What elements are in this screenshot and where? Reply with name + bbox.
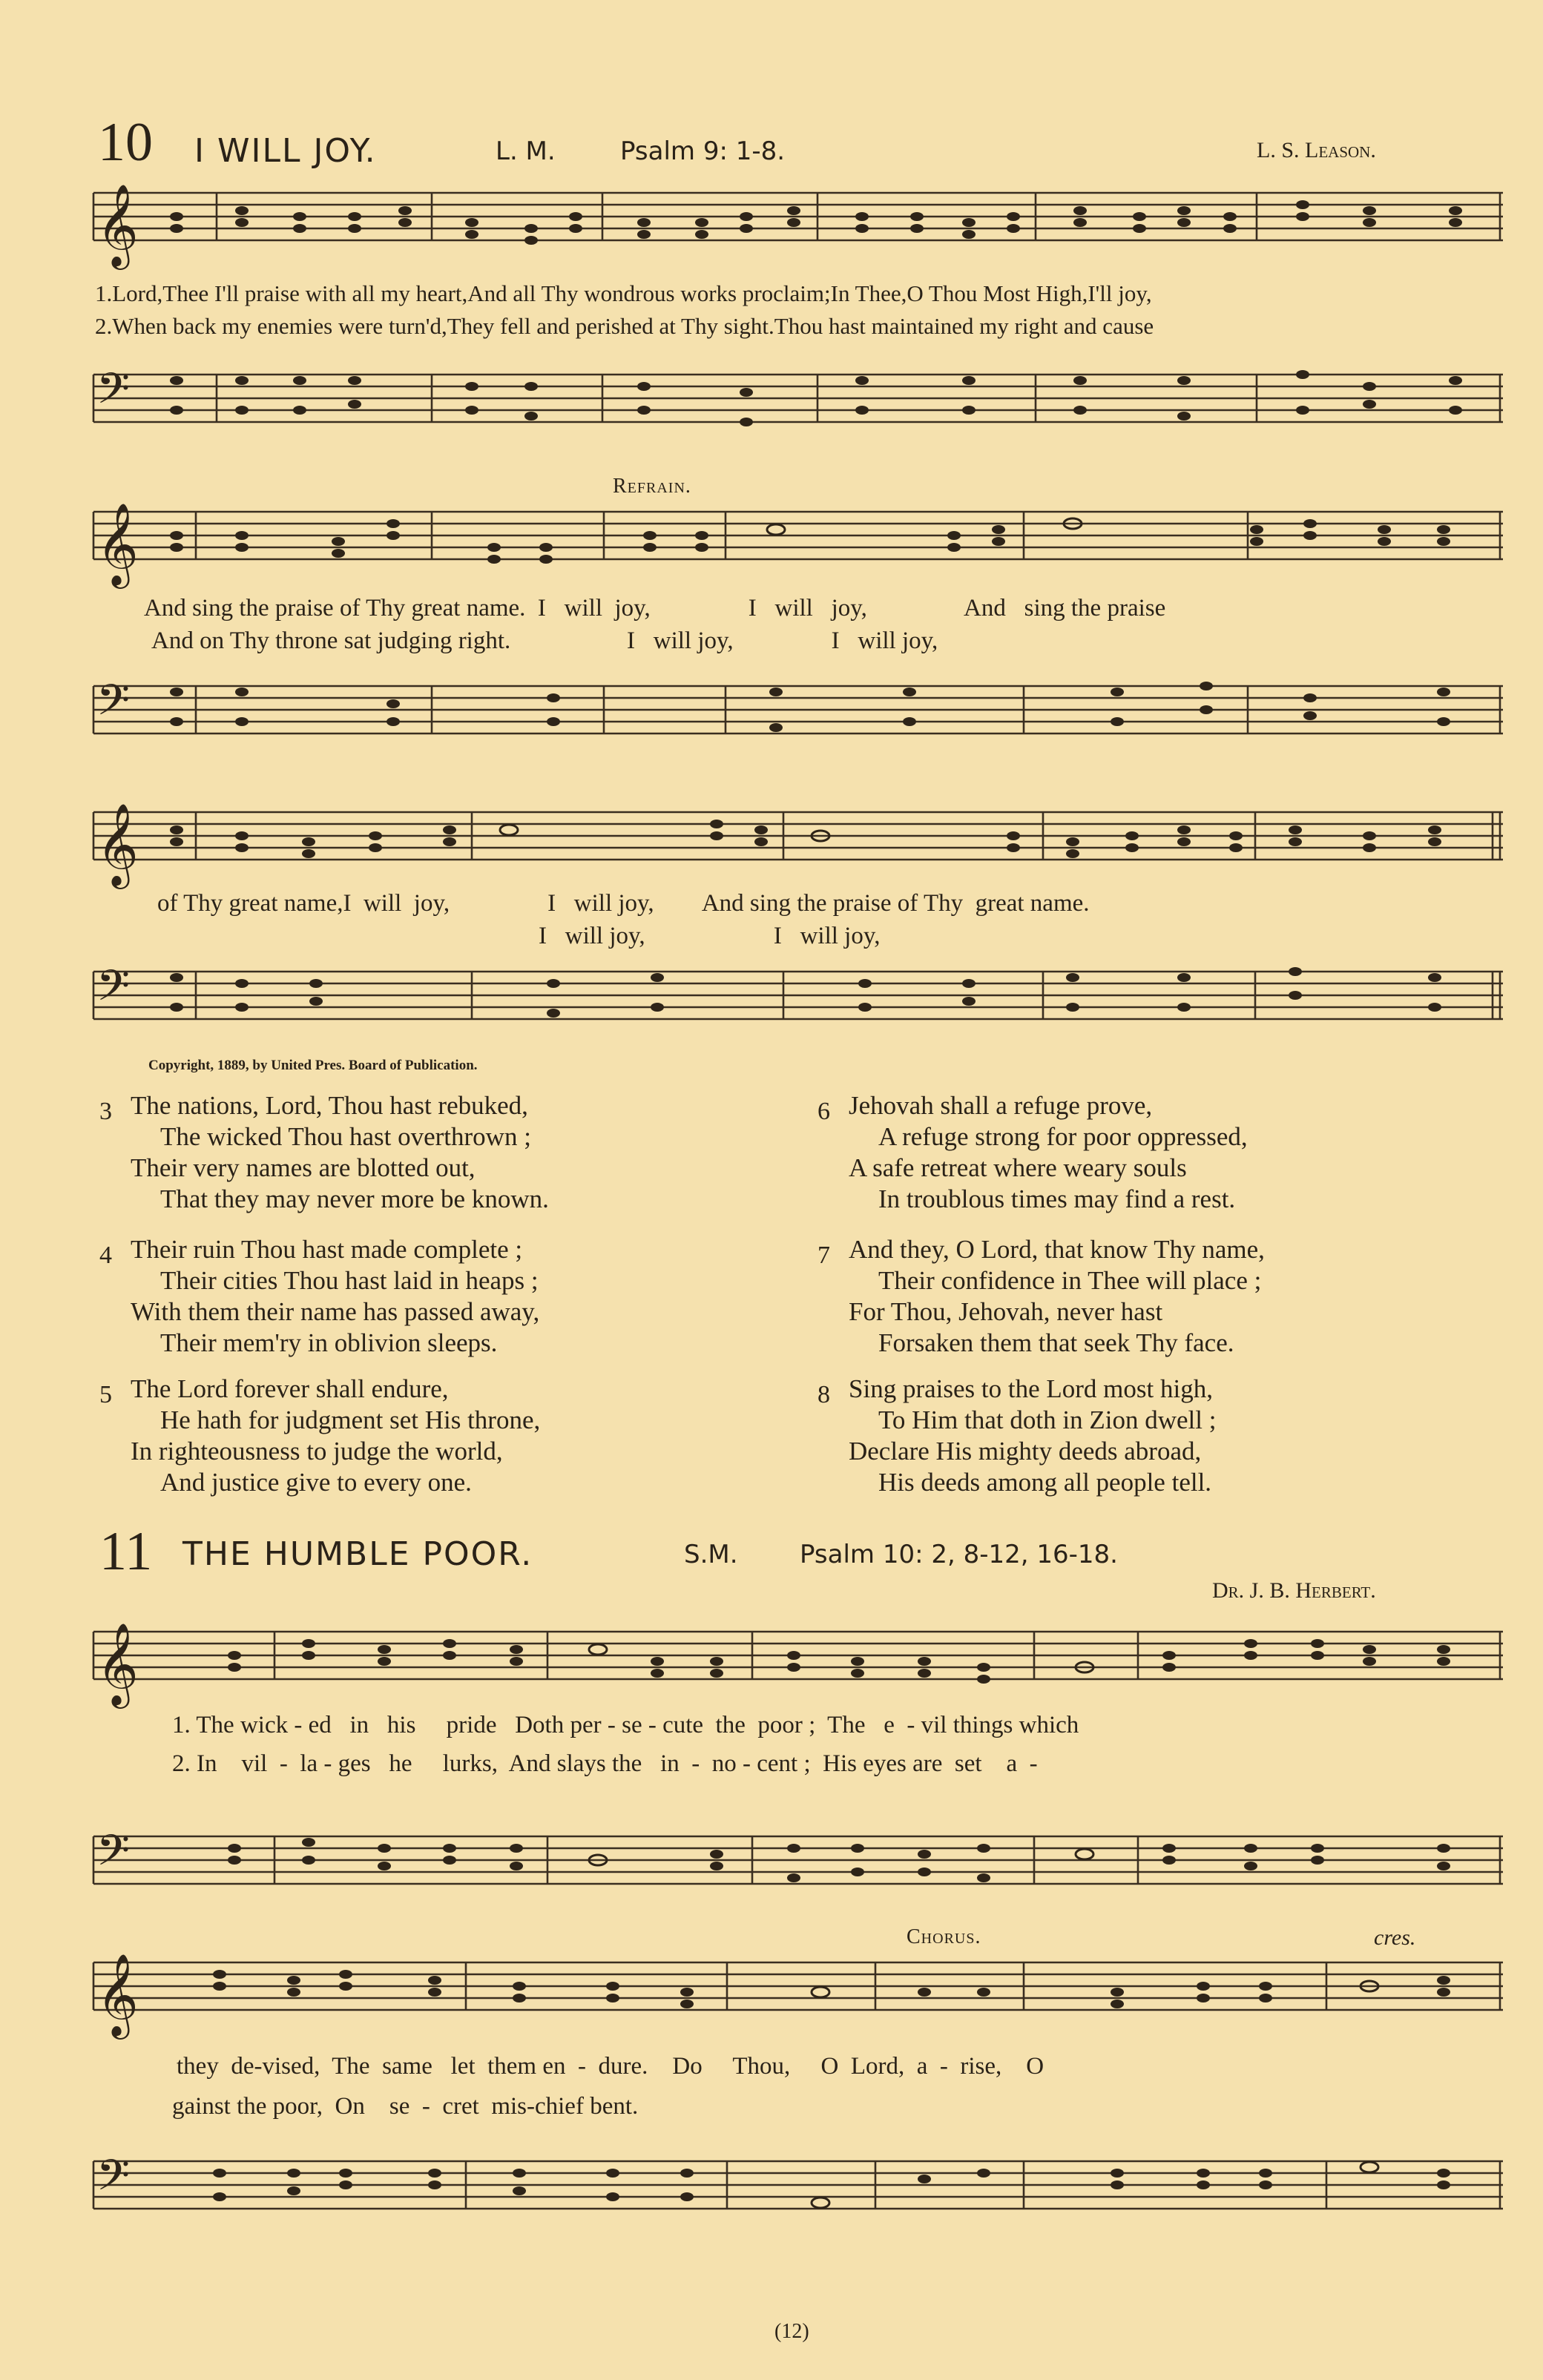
stanza-line: With them their name has passed away,: [131, 1297, 540, 1326]
stanza-line: For Thou, Jehovah, never hast: [849, 1297, 1163, 1326]
stanza-line: The nations, Lord, Thou hast rebuked,: [131, 1091, 528, 1120]
stanza-number: 4: [99, 1242, 112, 1269]
hymn-11-sys2-lyric-1: they de-vised, The same let them en - dure. Do Thou, O Lord, a - rise, O: [177, 2053, 1044, 2080]
svg-text:𝄢: 𝄢: [96, 1825, 131, 1886]
stanza-line: Jehovah shall a refuge prove,: [849, 1091, 1153, 1120]
stanza-line: He hath for judgment set His throne,: [160, 1405, 541, 1434]
stanza-number: 8: [817, 1381, 830, 1408]
chorus-label: Chorus.: [907, 1925, 981, 1948]
page-number: (12): [774, 2320, 809, 2343]
hymn-10-composer: L. S. Leason.: [1257, 138, 1376, 162]
hymn-11-composer: Dr. J. B. Herbert.: [1212, 1578, 1376, 1603]
hymn-10-system-1-bass: [93, 363, 1503, 449]
stanza-line: That they may never more be known.: [160, 1184, 549, 1213]
hymn-10-verse-line-2: 2.When back my enemies were turn'd,They fell and perished at Thy sight.Thou hast maintained my right and cause: [95, 313, 1154, 339]
hymn-11-number: 11: [99, 1521, 153, 1582]
stanza-line: Their confidence in Thee will place ;: [878, 1266, 1262, 1295]
hymn-10-scripture: Psalm 9: 1-8.: [620, 136, 786, 166]
svg-text:𝄞: 𝄞: [96, 1953, 139, 2036]
svg-text:𝄞: 𝄞: [96, 183, 139, 266]
stanza-line: Declare His mighty deeds abroad,: [849, 1437, 1202, 1466]
hymn-11-system-1-treble: [93, 1622, 1503, 1706]
stanza-line: The Lord forever shall endure,: [131, 1374, 449, 1403]
hymn-11-system-2-bass: [93, 2150, 1503, 2235]
stanza-line: Their cities Thou hast laid in heaps ;: [160, 1266, 539, 1295]
stanza-4: [99, 1234, 540, 1359]
stanza-number: 5: [99, 1381, 112, 1408]
copyright-notice: Copyright, 1889, by United Pres. Board of Publication.: [148, 1058, 478, 1073]
hymn-10-title: I WILL JOY.: [194, 132, 377, 170]
stanza-line: And they, O Lord, that know Thy name,: [849, 1235, 1265, 1264]
svg-text:𝄞: 𝄞: [96, 1622, 139, 1705]
stanza-number: 6: [817, 1098, 830, 1125]
stanza-3: [99, 1090, 549, 1215]
stanza-number: 3: [99, 1098, 112, 1125]
stanza-line: A refuge strong for poor oppressed,: [878, 1122, 1248, 1151]
hymn-10-system-1-treble: [93, 183, 1503, 267]
refrain-label: Refrain.: [613, 475, 691, 498]
stanza-line: To Him that doth in Zion dwell ;: [878, 1405, 1217, 1434]
stanza-line: In troublous times may find a rest.: [878, 1184, 1236, 1213]
hymn-11-sys2-lyric-2: gainst the poor, On se - cret mis-chief bent.: [172, 2093, 639, 2120]
hymn-10-system-2-treble: [93, 502, 1503, 586]
hymn-11-system-1-bass: [93, 1825, 1503, 1911]
hymn-11-sys1-lyric-2: 2. In vil - la - ges he lurks, And slays the in - no - cent ; His eyes are set a -: [172, 1750, 1038, 1777]
stanza-line: Their very names are blotted out,: [131, 1153, 476, 1182]
hymn-11-scripture: Psalm 10: 2, 8-12, 16-18.: [800, 1540, 1118, 1569]
stanza-line: Their ruin Thou hast made complete ;: [131, 1235, 523, 1264]
stanza-8: [817, 1374, 1217, 1498]
svg-text:𝄞: 𝄞: [96, 502, 139, 585]
stanza-line: His deeds among all people tell.: [878, 1468, 1212, 1497]
stanza-7: [817, 1234, 1265, 1359]
hymn-10-system-3-treble: [93, 802, 1503, 886]
stanza-line: A safe retreat where weary souls: [849, 1153, 1187, 1182]
svg-text:𝄢: 𝄢: [96, 675, 131, 736]
stanza-line: And justice give to every one.: [160, 1468, 472, 1497]
stanza-5: [99, 1374, 541, 1498]
hymn-10-system-2-bass: [93, 675, 1503, 760]
stanza-line: Their mem'ry in oblivion sleeps.: [160, 1328, 498, 1357]
hymn-10-system-3-bass: [93, 960, 1503, 1046]
crescendo-mark: cres.: [1374, 1925, 1416, 1950]
hymn-10-verse-line-1: 1.Lord,Thee I'll praise with all my heart,And all Thy wondrous works proclaim;In Thee,O Thou Most High,I'll joy,: [95, 280, 1152, 306]
stanza-line: Sing praises to the Lord most high,: [849, 1374, 1213, 1403]
hymn-11-title: THE HUMBLE POOR.: [182, 1535, 533, 1573]
svg-text:𝄞: 𝄞: [96, 802, 139, 886]
stanza-number: 7: [817, 1242, 830, 1269]
hymn-11-sys1-lyric-1: 1. The wick - ed in his pride Doth per - se - cute the poor ; The e - vil things which: [172, 1712, 1079, 1738]
stanza-line: Forsaken them that seek Thy face.: [878, 1328, 1234, 1357]
hymn-10-number: 10: [98, 112, 153, 173]
hymn-10-refrain-lyric-1: And sing the praise of Thy great name. I will joy, I will joy, And sing the praise: [144, 595, 1166, 622]
stanza-line: In righteousness to judge the world,: [131, 1437, 503, 1466]
svg-text:𝄢: 𝄢: [96, 960, 131, 1021]
hymn-10-sys3-lyric-1: of Thy great name,I will joy, I will joy, And sing the praise of Thy great name.: [157, 890, 1090, 917]
hymn-11-system-2-treble: [93, 1953, 1503, 2037]
stanza-line: The wicked Thou hast overthrown ;: [160, 1122, 531, 1151]
svg-text:𝄢: 𝄢: [96, 2150, 131, 2211]
hymn-10-refrain-lyric-2: And on Thy throne sat judging right. I will joy, I will joy,: [151, 627, 938, 654]
hymn-10-meter: L. M.: [496, 136, 556, 166]
svg-text:𝄢: 𝄢: [96, 363, 131, 424]
stanza-6: [817, 1090, 1248, 1215]
hymn-11-meter: S.M.: [684, 1540, 738, 1569]
hymn-10-sys3-lyric-2: I will joy, I will joy,: [539, 923, 881, 949]
